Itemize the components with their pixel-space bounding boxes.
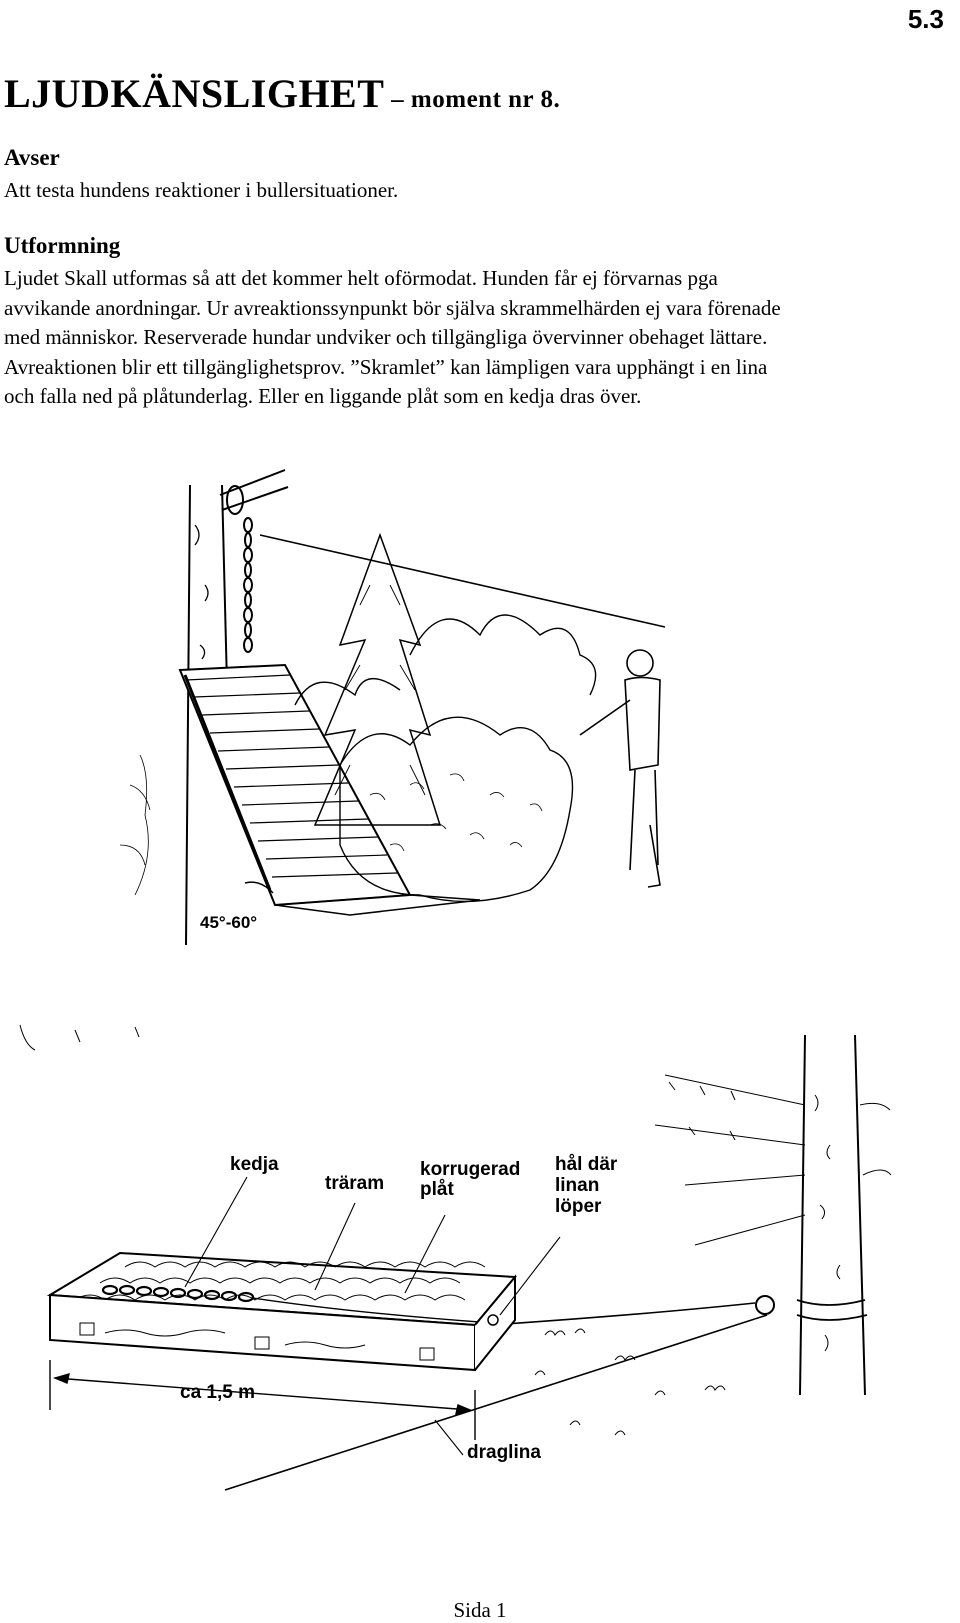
hanging-sheet-drawing [110,465,670,955]
title-sub: – moment nr 8. [384,86,561,113]
utformning-text [4,264,954,412]
avser-text: Att testa hundens reaktioner i bullersituationer. [4,178,399,202]
utformning-line: Avreaktionen blir ett tillgänglighetsprov. ”Skramlet” kan lämpligen vara upphängt i en lina [4,354,768,379]
utformning-heading: Utformning [4,233,121,258]
title-main: LJUDKÄNSLIGHET [4,71,385,116]
label-hal-2: linan [555,1175,600,1196]
label-kedja: kedja [230,1154,279,1175]
illustration-drag-frame [15,1015,895,1520]
label-korrugerad-1: korrugerad [420,1159,521,1180]
angle-label: 45°-60° [200,913,258,932]
illustration-hanging-sheet [110,465,670,960]
page-title [4,70,560,117]
utformning-line: Ljudet Skall utformas så att det kommer helt oförmodat. Hunden får ej förvarnas pga [4,266,718,290]
label-draglina: draglina [467,1442,541,1463]
drag-frame-drawing [15,1015,895,1515]
utformning-line: avvikande anordningar. Ur avreaktionssynpunkt bör själva skrammelhärden ej vara förenade [4,295,781,320]
utformning-line: och falla ned på plåtunderlag. Eller en liggande plåt som en kedja dras över. [4,384,642,408]
avser-heading: Avser [4,145,60,170]
label-hal-3: löper [555,1196,602,1217]
label-korrugerad-2: plåt [420,1179,454,1200]
utformning-line: med människor. Reserverade hundar undviker och tillgängliga övervinner obehaget lättare. [4,325,768,349]
page-label: 5.3 [907,4,944,34]
label-hal-1: hål där [555,1154,618,1175]
label-length: ca 1,5 m [180,1382,255,1403]
page-footer: Sida 1 [453,1598,507,1622]
label-traram: träram [325,1173,385,1194]
